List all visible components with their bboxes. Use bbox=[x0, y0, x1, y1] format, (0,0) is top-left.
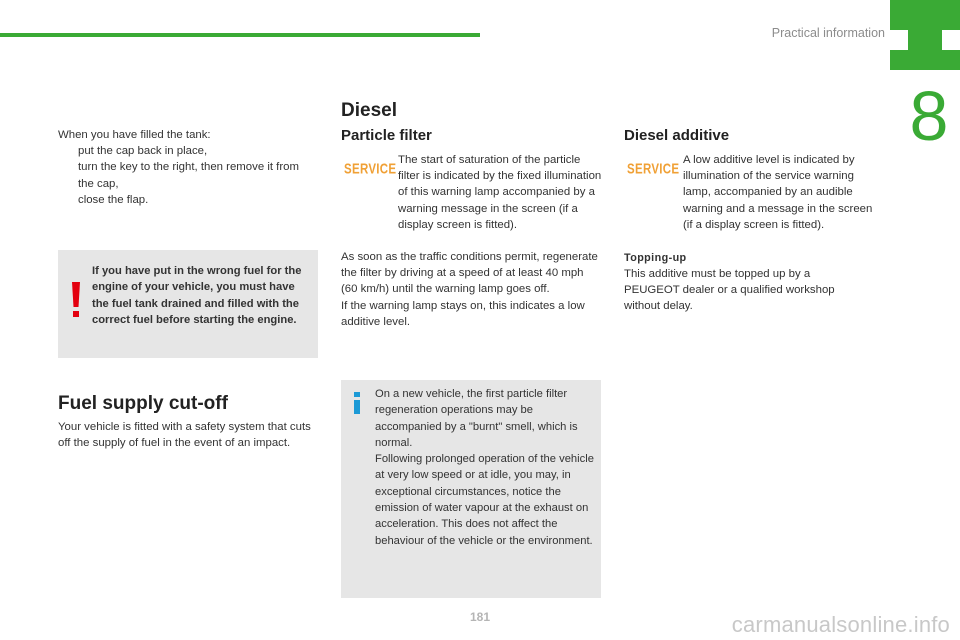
list-item: put the cap back in place, bbox=[78, 145, 208, 158]
service-warning-icon: SERVICE bbox=[344, 162, 397, 177]
refuel-steps bbox=[58, 143, 308, 208]
warning-text: If you have put in the wrong fuel for the engine of your vehicle, you must have the fuel tank drained and filled with the correct fuel before starting the engine. bbox=[92, 265, 302, 327]
topping-up-heading: Topping-up bbox=[624, 252, 687, 264]
exclamation-icon bbox=[66, 280, 86, 320]
particle-text: As soon as the traffic conditions permit, regenerate the filter by driving at a speed of at least 40 mph (60 km/h) until the warning lamp goes off. If the warning lamp stays on, this indicates a low additive level. bbox=[341, 251, 598, 328]
cutoff-text: Your vehicle is fitted with a safety system that cuts off the supply of fuel in the event of an impact. bbox=[58, 421, 311, 450]
warning-box bbox=[58, 250, 318, 358]
service-warning-icon: SERVICE bbox=[627, 162, 680, 177]
particle-filter-heading: Particle filter bbox=[341, 127, 432, 144]
additive-lead: A low additive level is indicated by illumination of the service warning lamp, accompanied by an audible warning and a message in the screen (if a display screen is fitted). bbox=[683, 154, 873, 231]
topping-up-text: This additive must be topped up by a PEUGEOT dealer or a qualified workshop without delay. bbox=[624, 268, 835, 313]
chapter-tab-icon bbox=[890, 0, 960, 70]
cutoff-heading: Fuel supply cut-off bbox=[58, 393, 228, 414]
info-text: On a new vehicle, the first particle filter regeneration operations may be accompanied by a "burnt" smell, which is normal. Following prolonged operation of the vehicle at very low speed or at idle, you may, in exceptional circumstances, notice the emission of water vapour at the exhaust on acceleration. This does not affect the behaviour of the vehicle or the environment. bbox=[375, 388, 594, 547]
info-icon bbox=[352, 392, 362, 414]
diesel-additive-heading: Diesel additive bbox=[624, 127, 730, 144]
refuel-intro: When you have filled the tank: bbox=[58, 129, 211, 141]
info-box bbox=[341, 380, 601, 598]
section-title: Practical information bbox=[771, 26, 885, 40]
particle-lead: The start of saturation of the particle filter is indicated by the fixed illumination of this warning lamp accompanied by a warning message in the screen (if a display screen is fitted). bbox=[398, 154, 602, 231]
header-rule bbox=[0, 33, 480, 37]
watermark: carmanualsonline.info bbox=[731, 612, 950, 637]
list-item: turn the key to the right, then remove it from the cap, bbox=[78, 161, 299, 190]
page-number: 181 bbox=[469, 610, 491, 624]
chapter-number: 8 bbox=[909, 77, 949, 155]
refuel-section bbox=[58, 127, 308, 208]
list-item: close the flap. bbox=[78, 193, 149, 206]
diesel-heading: Diesel bbox=[341, 100, 397, 121]
